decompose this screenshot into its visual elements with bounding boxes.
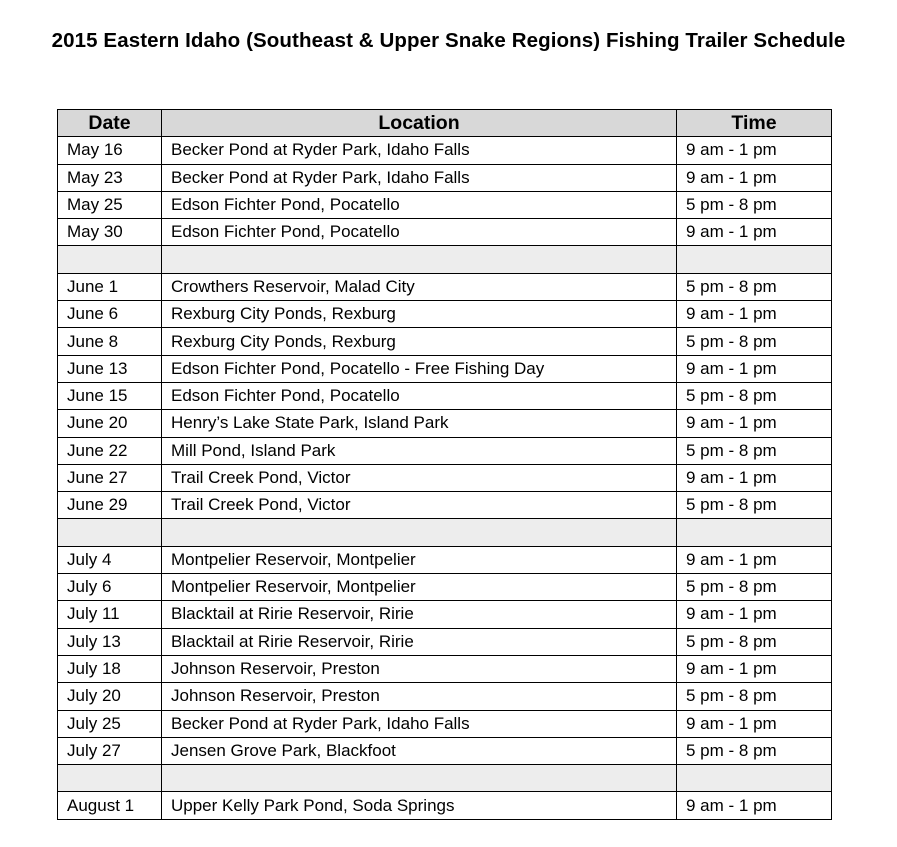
table-row xyxy=(58,301,832,328)
spacer-cell xyxy=(58,519,162,546)
time-cell: 9 am - 1 pm xyxy=(677,546,832,573)
table-row xyxy=(58,219,832,246)
location-cell: Becker Pond at Ryder Park, Idaho Falls xyxy=(162,137,677,164)
time-cell: 9 am - 1 pm xyxy=(677,219,832,246)
time-cell: 5 pm - 8 pm xyxy=(677,683,832,710)
table-row xyxy=(58,355,832,382)
location-cell: Rexburg City Ponds, Rexburg xyxy=(162,328,677,355)
table-row xyxy=(58,601,832,628)
time-cell: 9 am - 1 pm xyxy=(677,137,832,164)
location-cell: Rexburg City Ponds, Rexburg xyxy=(162,301,677,328)
spacer-cell xyxy=(162,246,677,273)
date-cell: August 1 xyxy=(58,792,162,819)
location-cell: Trail Creek Pond, Victor xyxy=(162,464,677,491)
date-cell: June 13 xyxy=(58,355,162,382)
date-cell: June 15 xyxy=(58,382,162,409)
location-cell: Crowthers Reservoir, Malad City xyxy=(162,273,677,300)
time-cell: 9 am - 1 pm xyxy=(677,410,832,437)
spacer-row xyxy=(58,246,832,273)
table-row xyxy=(58,191,832,218)
table-row xyxy=(58,792,832,819)
date-cell: July 13 xyxy=(58,628,162,655)
location-cell: Blacktail at Ririe Reservoir, Ririe xyxy=(162,601,677,628)
column-header-location: Location xyxy=(162,110,677,137)
time-cell: 9 am - 1 pm xyxy=(677,655,832,682)
spacer-cell xyxy=(677,765,832,792)
date-cell: June 8 xyxy=(58,328,162,355)
spacer-cell xyxy=(58,765,162,792)
table-row xyxy=(58,710,832,737)
date-cell: July 6 xyxy=(58,574,162,601)
schedule-table xyxy=(57,109,832,820)
table-row xyxy=(58,437,832,464)
date-cell: June 20 xyxy=(58,410,162,437)
location-cell: Jensen Grove Park, Blackfoot xyxy=(162,737,677,764)
location-cell: Edson Fichter Pond, Pocatello xyxy=(162,191,677,218)
time-cell: 5 pm - 8 pm xyxy=(677,492,832,519)
table-row xyxy=(58,164,832,191)
time-cell: 5 pm - 8 pm xyxy=(677,191,832,218)
date-cell: May 25 xyxy=(58,191,162,218)
table-row xyxy=(58,574,832,601)
spacer-row xyxy=(58,519,832,546)
time-cell: 9 am - 1 pm xyxy=(677,601,832,628)
date-cell: July 11 xyxy=(58,601,162,628)
time-cell: 9 am - 1 pm xyxy=(677,792,832,819)
location-cell: Edson Fichter Pond, Pocatello - Free Fishing Day xyxy=(162,355,677,382)
date-cell: May 30 xyxy=(58,219,162,246)
location-cell: Becker Pond at Ryder Park, Idaho Falls xyxy=(162,164,677,191)
spacer-row xyxy=(58,765,832,792)
location-cell: Montpelier Reservoir, Montpelier xyxy=(162,574,677,601)
table-row xyxy=(58,683,832,710)
time-cell: 9 am - 1 pm xyxy=(677,355,832,382)
time-cell: 9 am - 1 pm xyxy=(677,464,832,491)
column-header-time: Time xyxy=(677,110,832,137)
date-cell: June 22 xyxy=(58,437,162,464)
location-cell: Mill Pond, Island Park xyxy=(162,437,677,464)
time-cell: 5 pm - 8 pm xyxy=(677,437,832,464)
table-row xyxy=(58,410,832,437)
table-row xyxy=(58,492,832,519)
date-cell: May 23 xyxy=(58,164,162,191)
location-cell: Edson Fichter Pond, Pocatello xyxy=(162,219,677,246)
location-cell: Montpelier Reservoir, Montpelier xyxy=(162,546,677,573)
time-cell: 9 am - 1 pm xyxy=(677,301,832,328)
date-cell: June 6 xyxy=(58,301,162,328)
location-cell: Johnson Reservoir, Preston xyxy=(162,655,677,682)
date-cell: July 25 xyxy=(58,710,162,737)
location-cell: Edson Fichter Pond, Pocatello xyxy=(162,382,677,409)
spacer-cell xyxy=(162,519,677,546)
time-cell: 5 pm - 8 pm xyxy=(677,273,832,300)
table-row xyxy=(58,464,832,491)
date-cell: July 4 xyxy=(58,546,162,573)
time-cell: 5 pm - 8 pm xyxy=(677,574,832,601)
time-cell: 5 pm - 8 pm xyxy=(677,737,832,764)
location-cell: Upper Kelly Park Pond, Soda Springs xyxy=(162,792,677,819)
time-cell: 9 am - 1 pm xyxy=(677,164,832,191)
table-row xyxy=(58,382,832,409)
table-row xyxy=(58,273,832,300)
time-cell: 5 pm - 8 pm xyxy=(677,628,832,655)
time-cell: 5 pm - 8 pm xyxy=(677,328,832,355)
page-title: 2015 Eastern Idaho (Southeast & Upper Snake Regions) Fishing Trailer Schedule xyxy=(51,29,846,52)
table-row xyxy=(58,137,832,164)
table-row xyxy=(58,628,832,655)
table-row xyxy=(58,737,832,764)
date-cell: July 20 xyxy=(58,683,162,710)
date-cell: June 29 xyxy=(58,492,162,519)
table-row xyxy=(58,655,832,682)
date-cell: July 18 xyxy=(58,655,162,682)
location-cell: Johnson Reservoir, Preston xyxy=(162,683,677,710)
table-row xyxy=(58,546,832,573)
date-cell: July 27 xyxy=(58,737,162,764)
spacer-cell xyxy=(677,246,832,273)
column-header-date: Date xyxy=(58,110,162,137)
location-cell: Trail Creek Pond, Victor xyxy=(162,492,677,519)
date-cell: May 16 xyxy=(58,137,162,164)
time-cell: 9 am - 1 pm xyxy=(677,710,832,737)
date-cell: June 1 xyxy=(58,273,162,300)
spacer-cell xyxy=(58,246,162,273)
time-cell: 5 pm - 8 pm xyxy=(677,382,832,409)
location-cell: Blacktail at Ririe Reservoir, Ririe xyxy=(162,628,677,655)
date-cell: June 27 xyxy=(58,464,162,491)
schedule-body xyxy=(58,137,832,819)
location-cell: Becker Pond at Ryder Park, Idaho Falls xyxy=(162,710,677,737)
spacer-cell xyxy=(677,519,832,546)
location-cell: Henry’s Lake State Park, Island Park xyxy=(162,410,677,437)
table-row xyxy=(58,328,832,355)
spacer-cell xyxy=(162,765,677,792)
table-header-row xyxy=(58,110,832,137)
